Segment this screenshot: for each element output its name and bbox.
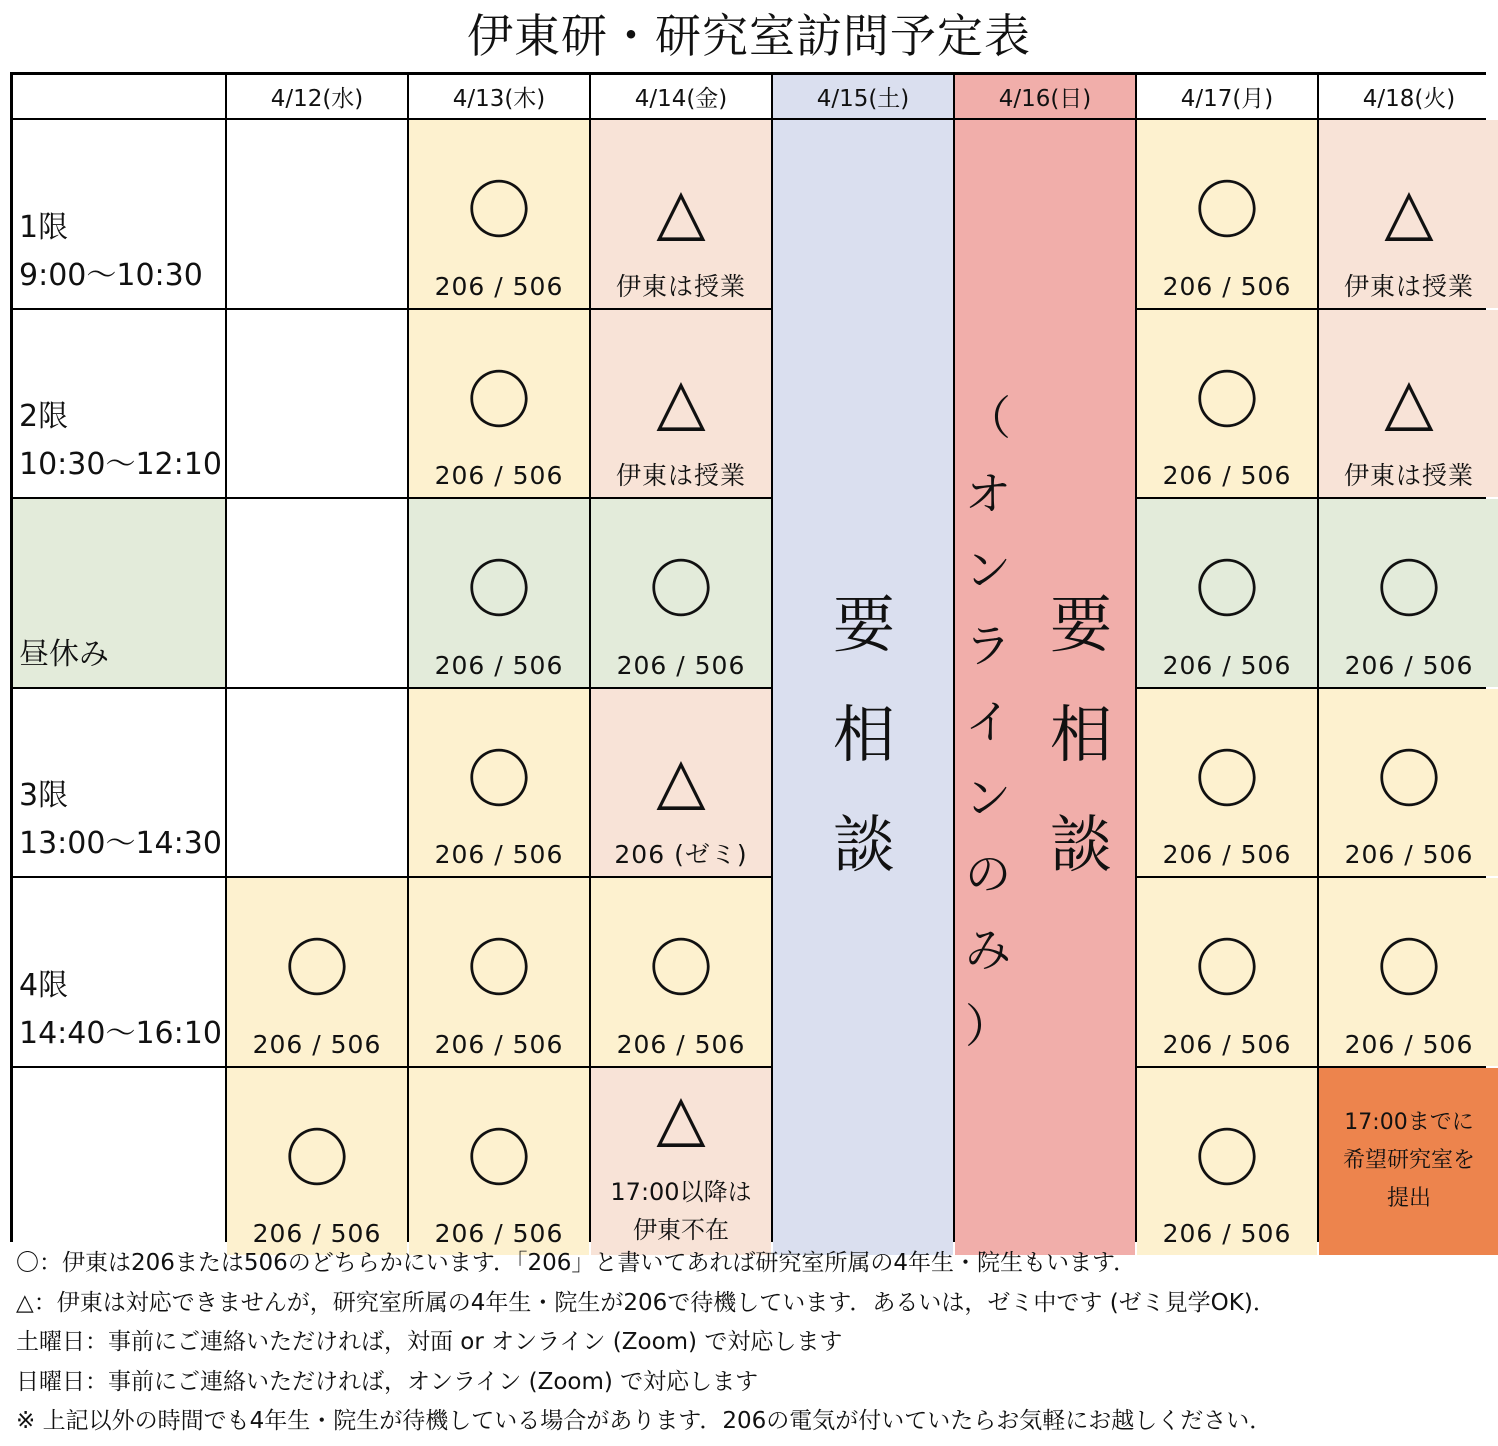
period-label-lunch: [13, 499, 225, 687]
slot-caption: 206 / 506: [1162, 271, 1292, 301]
slot-available: [1319, 878, 1498, 1066]
period-name: 昼休み: [19, 636, 109, 672]
circle-symbol: 〇: [467, 743, 531, 818]
legend-circle: 〇：伊東は206または506のどちらかにいます．「206」と書いてあれば研究室所属の4年生・院生もいます．: [16, 1250, 1137, 1276]
slot-caption: 206 / 506: [1162, 461, 1292, 490]
period-label-empty: [13, 1068, 225, 1256]
note-sunday: 日曜日：事前にご連絡いただければ，オンライン (Zoom) で対応します: [16, 1368, 759, 1395]
circle-symbol: 〇: [467, 364, 531, 439]
slot-available: [1319, 689, 1498, 877]
period-name: 1限: [19, 209, 69, 245]
slot-available: [591, 878, 771, 1066]
circle-symbol: 〇: [1377, 554, 1441, 628]
period-label: [13, 310, 225, 498]
slot-available: [409, 499, 589, 687]
slot-caption: 206 / 506: [1344, 1029, 1474, 1059]
note-saturday: 土曜日：事前にご連絡いただければ，対面 or オンライン (Zoom) で対応します: [16, 1329, 843, 1355]
slot-caption: 206 / 506: [1162, 840, 1292, 869]
triangle-symbol: △: [656, 364, 706, 439]
empty-slot: [227, 689, 407, 877]
period-name: 4限: [19, 967, 69, 1003]
slot-caption: 206 / 506: [1344, 650, 1474, 680]
slot-caption: 206 / 506: [252, 1029, 382, 1059]
period-time: 10:30〜12:10: [19, 447, 222, 482]
triangle-symbol: △: [1384, 364, 1434, 439]
slot-available: [1137, 878, 1317, 1066]
empty-slot: [227, 499, 407, 687]
period-time: 9:00〜10:30: [19, 257, 203, 293]
circle-symbol: 〇: [1195, 933, 1259, 1007]
period-time: 14:40〜16:10: [19, 1015, 222, 1051]
slot-available: [409, 878, 589, 1066]
period-name: 2限: [19, 399, 69, 434]
circle-symbol: 〇: [1195, 554, 1259, 628]
slot-limited: [1319, 310, 1498, 498]
saturday-column: [773, 120, 953, 1255]
slot-caption: 伊東は授業: [1343, 461, 1474, 490]
slot-available: [409, 120, 589, 308]
page-title: 伊東研・研究室訪問予定表: [467, 9, 1031, 63]
period-name: 3限: [19, 778, 69, 813]
slot-caption: 206 / 506: [1162, 650, 1292, 680]
header-date: 4/12(水): [227, 75, 407, 118]
schedule-table: [10, 72, 1486, 1248]
circle-symbol: 〇: [467, 1122, 531, 1197]
slot-caption: 206 / 506: [616, 650, 746, 680]
slot-available: [227, 878, 407, 1066]
slot-limited: [591, 120, 771, 308]
slot-caption: 伊東は授業: [615, 271, 746, 301]
circle-symbol: 〇: [1195, 175, 1259, 249]
sunday-column: [955, 120, 1135, 1255]
slot-available: [1319, 499, 1498, 687]
slot-caption: 206 / 506: [252, 1219, 382, 1248]
period-label: [13, 120, 225, 308]
slot-caption: 206 (ゼミ): [614, 840, 748, 869]
slot-available: [1137, 499, 1317, 687]
circle-symbol: 〇: [467, 933, 531, 1007]
circle-symbol: 〇: [1195, 1122, 1259, 1197]
corner-cell: [13, 75, 225, 118]
header-date-saturday: 4/15(土): [773, 75, 953, 118]
slot-caption: 17:00以降は 伊東不在: [610, 1178, 752, 1244]
legend-notes: [16, 1244, 1276, 1442]
slot-caption: 206 / 506: [434, 1219, 564, 1248]
circle-symbol: 〇: [1377, 743, 1441, 818]
slot-caption: 伊東は授業: [1343, 271, 1474, 301]
circle-symbol: 〇: [649, 933, 713, 1007]
note-other: ※ 上記以外の時間でも4年生・院生が待機している場合があります．206の電気が付いていたらお気軽にお越しください．: [16, 1408, 1273, 1434]
slot-caption: 206 / 506: [1162, 1029, 1292, 1059]
header-date: 4/18(火): [1319, 75, 1498, 118]
slot-submit-deadline: [1319, 1068, 1498, 1256]
circle-symbol: 〇: [1377, 933, 1441, 1007]
legend-triangle: △：伊東は対応できませんが，研究室所属の4年生・院生が206で待機しています．あるいは，ゼミ中です (ゼミ見学OK)．: [16, 1289, 1276, 1316]
slot-available: [409, 310, 589, 498]
slot-available: [409, 689, 589, 877]
slot-available: [1137, 1068, 1317, 1256]
circle-symbol: 〇: [467, 554, 531, 628]
circle-symbol: 〇: [467, 175, 531, 249]
period-label: [13, 689, 225, 877]
circle-symbol: 〇: [1195, 364, 1259, 439]
triangle-symbol: △: [656, 743, 706, 818]
slot-caption: 206 / 506: [1162, 1219, 1292, 1248]
slot-caption: 206 / 506: [1344, 840, 1474, 869]
slot-caption: 206 / 506: [616, 1029, 746, 1059]
header-date: 4/14(金): [591, 75, 771, 118]
sunday-online-only-label: （ オ ン ラ イ ン の み ）: [965, 391, 1011, 1053]
header-date-sunday: 4/16(日): [955, 75, 1135, 118]
period-time: 13:00〜14:30: [19, 826, 222, 861]
header-date: 4/17(月): [1137, 75, 1317, 118]
circle-symbol: 〇: [1195, 743, 1259, 818]
slot-caption: 206 / 506: [434, 1029, 564, 1059]
circle-symbol: 〇: [285, 1122, 349, 1197]
slot-caption: 206 / 506: [434, 271, 564, 301]
slot-limited: [591, 689, 771, 877]
slot-available: [591, 499, 771, 687]
slot-limited: [591, 310, 771, 498]
sunday-consult-label: 要 相 談: [1050, 588, 1113, 881]
slot-caption: 伊東は授業: [615, 461, 746, 490]
saturday-consult-label: 要 相 談: [833, 588, 896, 881]
triangle-symbol: △: [656, 1080, 706, 1155]
slot-limited: [591, 1068, 771, 1256]
slot-available: [409, 1068, 589, 1256]
slot-available: [1137, 310, 1317, 498]
empty-slot: [227, 120, 407, 308]
period-label: [13, 878, 225, 1066]
header-date: 4/13(木): [409, 75, 589, 118]
circle-symbol: 〇: [285, 933, 349, 1007]
slot-available: [227, 1068, 407, 1256]
slot-note: 17:00までに 希望研究室を 提出: [1342, 1109, 1475, 1211]
empty-slot: [227, 310, 407, 498]
slot-caption: 206 / 506: [434, 840, 564, 869]
slot-available: [1137, 689, 1317, 877]
slot-available: [1137, 120, 1317, 308]
slot-caption: 206 / 506: [434, 650, 564, 680]
triangle-symbol: △: [656, 175, 706, 249]
slot-caption: 206 / 506: [434, 461, 564, 490]
slot-limited: [1319, 120, 1498, 308]
triangle-symbol: △: [1384, 175, 1434, 249]
circle-symbol: 〇: [649, 554, 713, 628]
